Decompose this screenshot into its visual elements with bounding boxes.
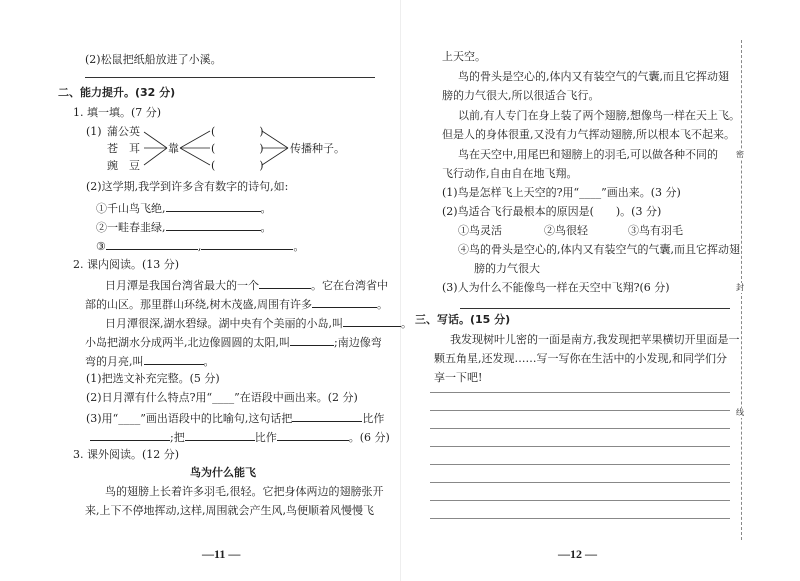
fill-blank[interactable] (144, 353, 204, 365)
question-heading: 3. 课外阅读。(12 分) (73, 448, 180, 461)
fill-blank[interactable] (343, 315, 401, 327)
article-line: 鸟的翅膀上长着许多羽毛,很轻。它把身体两边的翅膀张开 (105, 485, 384, 498)
passage-line: 日月潭是我国台湾省最大的一个 。它在台湾省中 (105, 279, 388, 292)
binding-mark: 线 (736, 408, 744, 417)
passage-line: 日月潭很深,湖水碧绿。湖中央有个美丽的小岛,叫 。 (105, 317, 412, 330)
section-heading: 三、写话。(15 分) (415, 313, 511, 326)
poem-line-3: ③ , 。 (96, 240, 305, 253)
fill-blank[interactable] (185, 429, 255, 441)
fill-blank[interactable] (292, 410, 362, 422)
article-line: 飞行动作,自由自在地飞翔。 (442, 167, 578, 180)
fill-blank[interactable] (166, 219, 261, 231)
article-line: 来,上下不停地挥动,这样,周围就会产生风,鸟便顺着风慢慢飞 (85, 504, 374, 517)
page-number: —11 — (202, 547, 241, 561)
line-item: (2)松鼠把纸船放进了小溪。 (85, 53, 222, 66)
prompt-line: 享一下吧! (434, 371, 483, 384)
blank-paren: ( ) (211, 159, 264, 172)
writing-line[interactable] (430, 428, 730, 429)
passage-line: 小岛把湖水分成两半,北边像圆圆的太阳,叫 ;南边像弯 (85, 336, 382, 349)
fill-blank[interactable] (259, 277, 311, 289)
writing-line[interactable] (430, 446, 730, 447)
option-d[interactable]: ④鸟的骨头是空心的,体内又有装空气的气囊,而且它挥动翅 (458, 243, 740, 256)
sub-question: (1)把选文补充完整。(5 分) (86, 372, 220, 385)
fill-blank[interactable] (90, 429, 170, 441)
fill-blank[interactable] (106, 238, 198, 250)
blank-paren: ( ) (211, 142, 264, 155)
article-line: 但是人的身体很重,又没有力气挥动翅膀,所以根本飞不起来。 (442, 128, 735, 141)
blank-paren: ( ) (211, 125, 264, 138)
writing-line[interactable] (430, 392, 730, 393)
section-heading: 二、能力提升。(32 分) (58, 86, 176, 99)
fill-blank[interactable] (201, 238, 293, 250)
article-line: 鸟在天空中,用尾巴和翅膀上的羽毛,可以做各种不同的 (458, 148, 718, 161)
binding-mark: 密 (736, 150, 744, 159)
fill-blank[interactable] (290, 334, 334, 346)
word-pea: 豌 豆 (107, 159, 140, 172)
writing-line[interactable] (430, 464, 730, 465)
option-c[interactable]: ③鸟有羽毛 (628, 224, 683, 237)
article-title: 鸟为什么能飞 (190, 466, 256, 479)
answer-line[interactable] (460, 308, 730, 309)
word-spread-seeds: 传播种子。 (290, 142, 345, 155)
sub-question-cont: ;把 比作 。(6 分) (90, 429, 390, 445)
article-line: 上天空。 (442, 50, 486, 63)
option-a[interactable]: ①鸟灵活 (458, 224, 502, 237)
sub-question: (1)鸟是怎样飞上天空的?用“____”画出来。(3 分) (442, 186, 681, 199)
fill-blank[interactable] (312, 296, 377, 308)
q1-1-number: (1) (86, 125, 102, 138)
article-line: 膀的力气很大,所以很适合飞行。 (442, 89, 600, 102)
sub-question: (2)鸟适合飞行最根本的原因是( )。(3 分) (442, 205, 662, 218)
writing-line[interactable] (430, 518, 730, 519)
page-number: —12 — (558, 547, 597, 561)
binding-mark: 封 (736, 283, 744, 292)
word-kao: 靠 (168, 142, 179, 155)
option-d-cont: 膀的力气很大 (474, 262, 540, 275)
passage-line: 弯的月亮,叫 。 (85, 355, 215, 368)
article-line: 鸟的骨头是空心的,体内又有装空气的气囊,而且它挥动翅 (458, 70, 729, 83)
option-b[interactable]: ②鸟很轻 (544, 224, 588, 237)
prompt-line: 颗五角星,还发现……写一写你在生活中的小发现,和同学们分 (434, 352, 727, 365)
passage-line: 部的山区。那里群山环绕,树木茂盛,周围有许多 。 (85, 298, 388, 311)
poem-line-2: ②一畦春韭绿, 。 (96, 221, 272, 234)
writing-line[interactable] (430, 500, 730, 501)
article-line: 以前,有人专门在身上装了两个翅膀,想像鸟一样在天上飞。 (458, 109, 740, 122)
q1-2-text: (2)这学期,我学到许多含有数字的诗句,如: (86, 180, 289, 193)
sub-question: (3)用“____”画出语段中的比喻句,这句话把 比作 (86, 412, 385, 425)
question-heading: 2. 课内阅读。(13 分) (73, 258, 180, 271)
fill-blank[interactable] (166, 200, 261, 212)
sub-question: (2)日月潭有什么特点?用“____”在语段中画出来。(2 分) (86, 391, 358, 404)
prompt-line: 我发现树叶儿密的一面是南方,我发现把苹果横切开里面是一 (450, 333, 740, 346)
sub-question: (3)人为什么不能像鸟一样在天空中飞翔?(6 分) (442, 281, 670, 294)
poem-line-1: ①千山鸟飞绝, 。 (96, 202, 272, 215)
question-heading: 1. 填一填。(7 分) (73, 106, 162, 119)
word-cocklebur: 苍 耳 (107, 142, 140, 155)
fill-blank[interactable] (277, 429, 349, 441)
writing-line[interactable] (430, 410, 730, 411)
connector-lines (0, 0, 400, 200)
writing-line[interactable] (430, 482, 730, 483)
word-dandelion: 蒲公英 (107, 125, 140, 138)
